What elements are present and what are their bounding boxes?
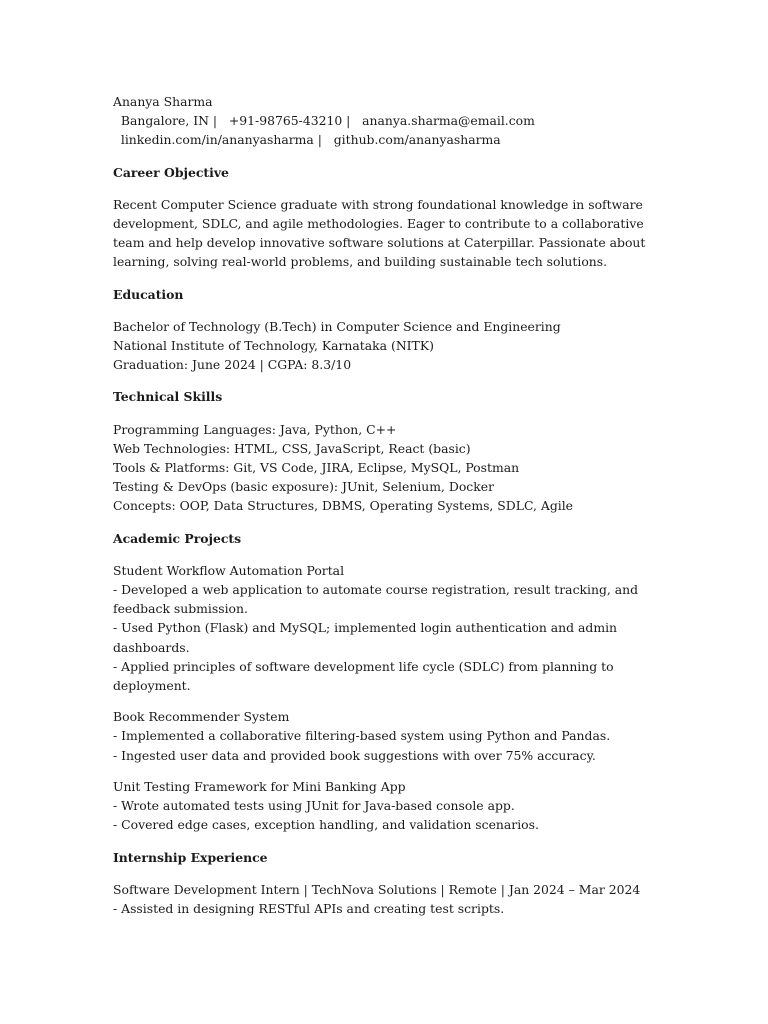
skills-concepts: Concepts: OOP, Data Structures, DBMS, Operating Systems, SDLC, Agile — [113, 498, 574, 514]
project-title: Student Workflow Automation Portal — [113, 562, 345, 578]
project-item — [113, 561, 673, 695]
skills-web: Web Technologies: HTML, CSS, JavaScript, React (basic) — [113, 440, 471, 456]
skills-testing: Testing & DevOps (basic exposure): JUnit, Selenium, Docker — [113, 479, 494, 495]
project-bullet: - Used Python (Flask) and MySQL; implemented login authentication and admin dashboards. — [113, 620, 618, 655]
project-item — [113, 777, 673, 835]
project-bullet: - Applied principles of software development life cycle (SDLC) from planning to deployment. — [113, 658, 614, 694]
skills-languages: Programming Languages: Java, Python, C++ — [113, 421, 397, 437]
education-graduation: Graduation: June 2024 | CGPA: 8.3/10 — [113, 357, 352, 373]
section-heading-career-objective: Career Objective — [113, 164, 229, 180]
education-degree: Bachelor of Technology (B.Tech) in Computer Science and Engineering — [113, 318, 561, 334]
resume-page — [113, 92, 673, 918]
project-item — [113, 707, 673, 765]
internship-bullet: - Assisted in designing RESTful APIs and creating test scripts. — [113, 900, 505, 916]
project-bullet: - Wrote automated tests using JUnit for Java-based console app. — [113, 798, 515, 814]
internship-title: Software Development Intern | TechNova Solutions | Remote | Jan 2024 – Mar 2024 — [113, 881, 641, 897]
career-objective-text: Recent Computer Science graduate with strong foundational knowledge in software development, SDLC, and agile methodologies. Eager to contribute to a collaborative team and help develop innovative software solutions at Caterpillar. Passionate about learning, solving real-world problems, and building sustainable tech solutions. — [113, 196, 646, 270]
education-institution: National Institute of Technology, Karnataka (NITK) — [113, 338, 434, 354]
contact-line-location-phone-email: Bangalore, IN | +91-98765-43210 | ananya.sharma@email.com — [113, 113, 535, 129]
skills-tools: Tools & Platforms: Git, VS Code, JIRA, Eclipse, MySQL, Postman — [113, 460, 520, 476]
project-bullet: - Covered edge cases, exception handling, and validation scenarios. — [113, 817, 539, 833]
section-heading-academic-projects: Academic Projects — [113, 530, 242, 546]
project-bullet: - Implemented a collaborative filtering-based system using Python and Pandas. — [113, 728, 611, 744]
section-heading-education: Education — [113, 286, 184, 302]
section-heading-technical-skills: Technical Skills — [113, 389, 223, 405]
project-title: Book Recommender System — [113, 709, 290, 725]
project-bullet: - Developed a web application to automate course registration, result tracking, and feedback submission. — [113, 582, 639, 617]
project-title: Unit Testing Framework for Mini Banking App — [113, 778, 406, 794]
candidate-name: Ananya Sharma — [113, 94, 213, 109]
project-bullet: - Ingested user data and provided book suggestions with over 75% accuracy. — [113, 747, 596, 763]
section-heading-internship: Internship Experience — [113, 849, 268, 865]
contact-line-links: linkedin.com/in/ananyasharma | github.com/ananyasharma — [113, 132, 501, 148]
